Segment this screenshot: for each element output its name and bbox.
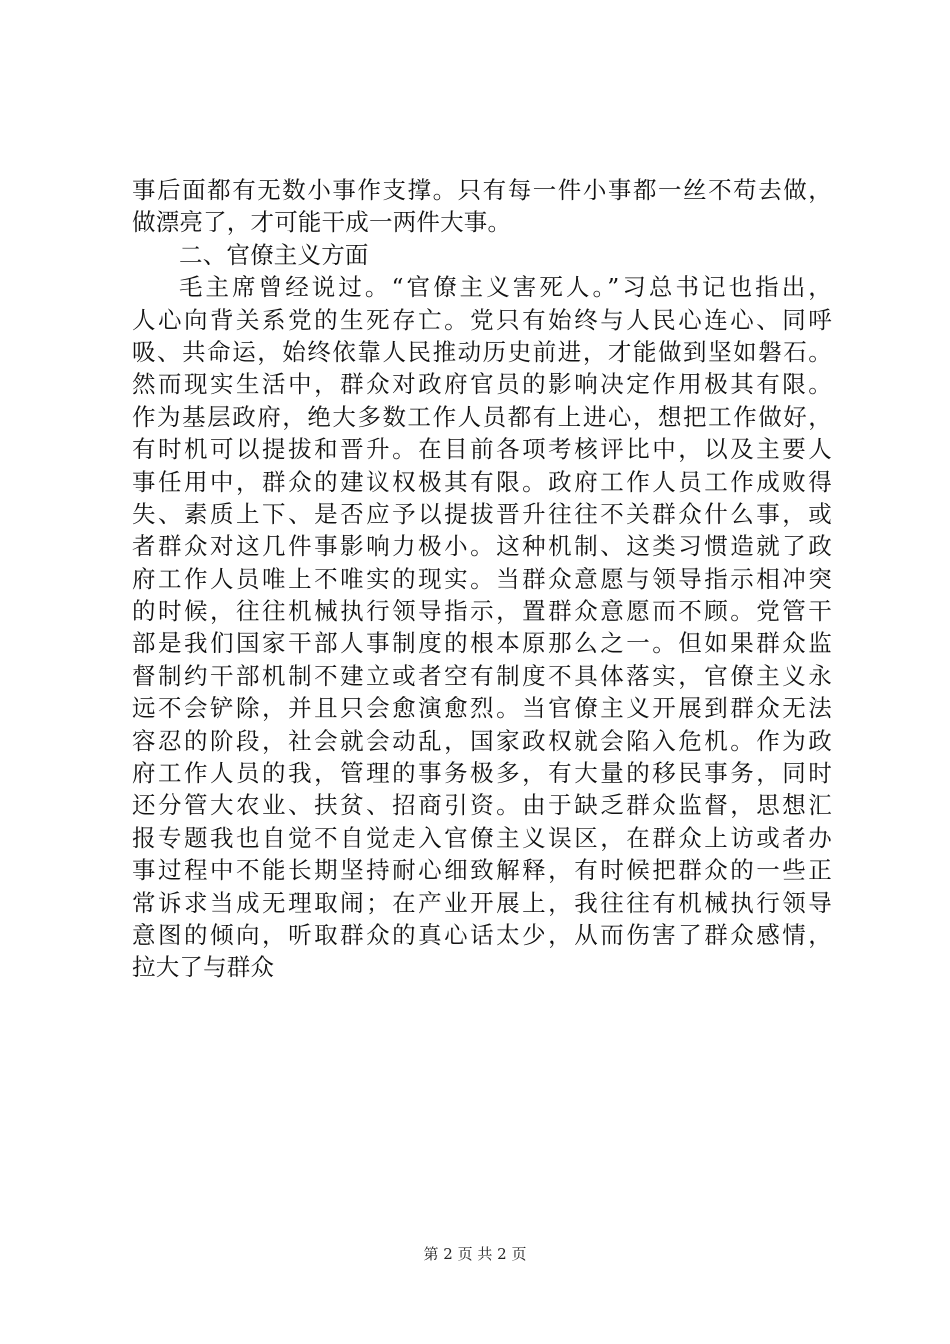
text-line: 还分管大农业、扶贫、招商引资。由于缺乏群众监督，思想汇 bbox=[132, 791, 832, 820]
text-line: 报专题我也自觉不自觉走入官僚主义误区，在群众上访或者办 bbox=[132, 823, 832, 852]
text-line: 事任用中，群众的建议权极其有限。政府工作人员工作成败得 bbox=[132, 467, 832, 496]
text-line: 事后面都有无数小事作支撑。只有每一件小事都一丝不苟去做， bbox=[132, 176, 832, 204]
text-line: 人心向背关系党的生死存亡。党只有始终与人民心连心、同呼 bbox=[132, 305, 832, 334]
text-line: 做漂亮了，才可能干成一两件大事。 bbox=[132, 208, 512, 237]
text-line: 常诉求当成无理取闹；在产业开展上，我往往有机械执行领导 bbox=[132, 888, 832, 917]
text-line: 作为基层政府，绝大多数工作人员都有上进心，想把工作做好， bbox=[132, 402, 832, 431]
text-line: 的时候，往往机械执行领导指示，置群众意愿而不顾。党管干 bbox=[132, 597, 832, 626]
text-line: 督制约干部机制不建立或者空有制度不具体落实，官僚主义永 bbox=[132, 661, 832, 690]
page-footer: 第 2 页 共 2 页 bbox=[423, 1245, 527, 1263]
text-line: 者群众对这几件事影响力极小。这种机制、这类习惯造就了政 bbox=[132, 532, 832, 561]
section-heading: 二、官僚主义方面 bbox=[179, 240, 369, 269]
text-line: 意图的倾向，听取群众的真心话太少，从而伤害了群众感情， bbox=[132, 920, 832, 949]
text-line: 吸、共命运，始终依靠人民推动历史前进，才能做到坚如磐石。 bbox=[132, 337, 832, 366]
text-line: 拉大了与群众 bbox=[132, 953, 275, 982]
text-line: 事过程中不能长期坚持耐心细致解释，有时候把群众的一些正 bbox=[132, 856, 832, 885]
text-line: 远不会铲除，并且只会愈演愈烈。当官僚主义开展到群众无法 bbox=[132, 694, 832, 723]
paragraph-first-line: 毛主席曾经说过。“官僚主义害死人。”习总书记也指出， bbox=[179, 273, 832, 302]
text-line: 失、素质上下、是否应予以提拔晋升往往不关群众什么事，或 bbox=[132, 499, 832, 528]
text-line: 府工作人员的我，管理的事务极多，有大量的移民事务，同时 bbox=[132, 759, 832, 788]
text-line: 有时机可以提拔和晋升。在目前各项考核评比中，以及主要人 bbox=[132, 435, 832, 464]
text-line: 然而现实生活中，群众对政府官员的影响决定作用极其有限。 bbox=[132, 370, 832, 399]
text-line: 府工作人员唯上不唯实的现实。当群众意愿与领导指示相冲突 bbox=[132, 564, 832, 593]
body-text bbox=[132, 174, 832, 984]
text-line: 部是我们国家干部人事制度的根本原那么之一。但如果群众监 bbox=[132, 629, 832, 658]
text-line: 容忍的阶段，社会就会动乱，国家政权就会陷入危机。作为政 bbox=[132, 726, 832, 755]
